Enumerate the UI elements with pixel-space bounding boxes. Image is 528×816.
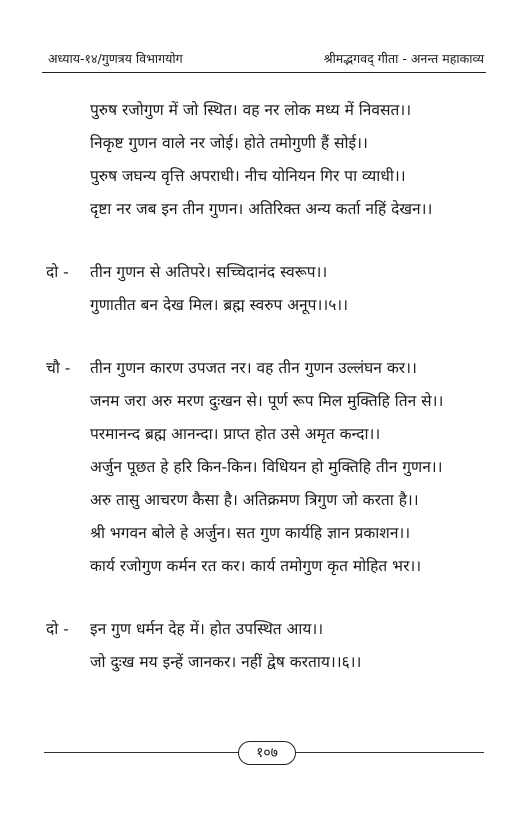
- doha-label: दो -: [46, 620, 69, 638]
- footer-rule-right: [292, 752, 484, 753]
- verse-line: जनम जरा अरु मरण दुःखन से। पूर्ण रूप मिल मुक्तिहि तिन से।।: [90, 392, 444, 410]
- doha-label: दो -: [46, 263, 69, 281]
- verse-line: श्री भगवन बोले हे अर्जुन। सत गुण कार्यहि ज्ञान प्रकाशन।।: [90, 524, 411, 542]
- page-number: १०७: [238, 741, 296, 765]
- verse-line: दृष्टा नर जब इन तीन गुणन। अतिरिक्त अन्य कर्ता नहिं देखन।।: [90, 200, 433, 218]
- verse-line: पुरुष रजोगुण में जो स्थित। वह नर लोक मध्य में निवसत।।: [90, 101, 412, 119]
- verse-line: अर्जुन पूछत हे हरि किन-किन। विधियन हो मुक्तिहि तीन गुणन।।: [90, 458, 443, 476]
- verse-line: जो दुःख मय इन्हें जानकर। नहीं द्वेष करताय।।६।।: [90, 653, 362, 671]
- book-title: श्रीमद्भगवद् गीता - अनन्त महाकाव्य: [323, 51, 484, 66]
- verse-text: तीन गुणन कारण उपजत नर। वह तीन गुणन उल्लंघन कर।।: [90, 359, 417, 377]
- verse-text: तीन गुणन से अतिपरे। सच्चिदानंद स्वरूप।।: [90, 263, 328, 281]
- verse-line: कार्य रजोगुण कर्मन रत कर। कार्य तमोगुण कृत मोहित भर।।: [90, 557, 422, 575]
- running-header: [42, 46, 486, 73]
- doha-line: [46, 619, 323, 639]
- verse-line: पुरुष जघन्य वृत्ति अपराधी। नीच योनियन गिर पा व्याधी।।: [90, 167, 406, 185]
- doha-line: [46, 262, 327, 282]
- footer-rule-left: [44, 752, 240, 753]
- chapter-title: अध्याय-१४/गुणत्रय विभागयोग: [48, 51, 183, 66]
- chaupai-line: [46, 358, 417, 378]
- chaupai-label: चौ -: [46, 359, 71, 377]
- verse-line: गुणातीत बन देख मिल। ब्रह्म स्वरुप अनूप।।५।।: [90, 296, 349, 314]
- verse-line: निकृष्ट गुणन वाले नर जोई। होते तमोगुणी हैं सोई।।: [90, 134, 368, 152]
- verse-line: परमानन्द ब्रह्म आनन्दा। प्राप्त होत उसे अमृत कन्दा।।: [90, 425, 381, 443]
- verse-text: इन गुण धर्मन देह में। होत उपस्थित आय।।: [90, 620, 324, 638]
- verse-line: अरु तासु आचरण कैसा है। अतिक्रमण त्रिगुण जो करता है।।: [90, 491, 419, 509]
